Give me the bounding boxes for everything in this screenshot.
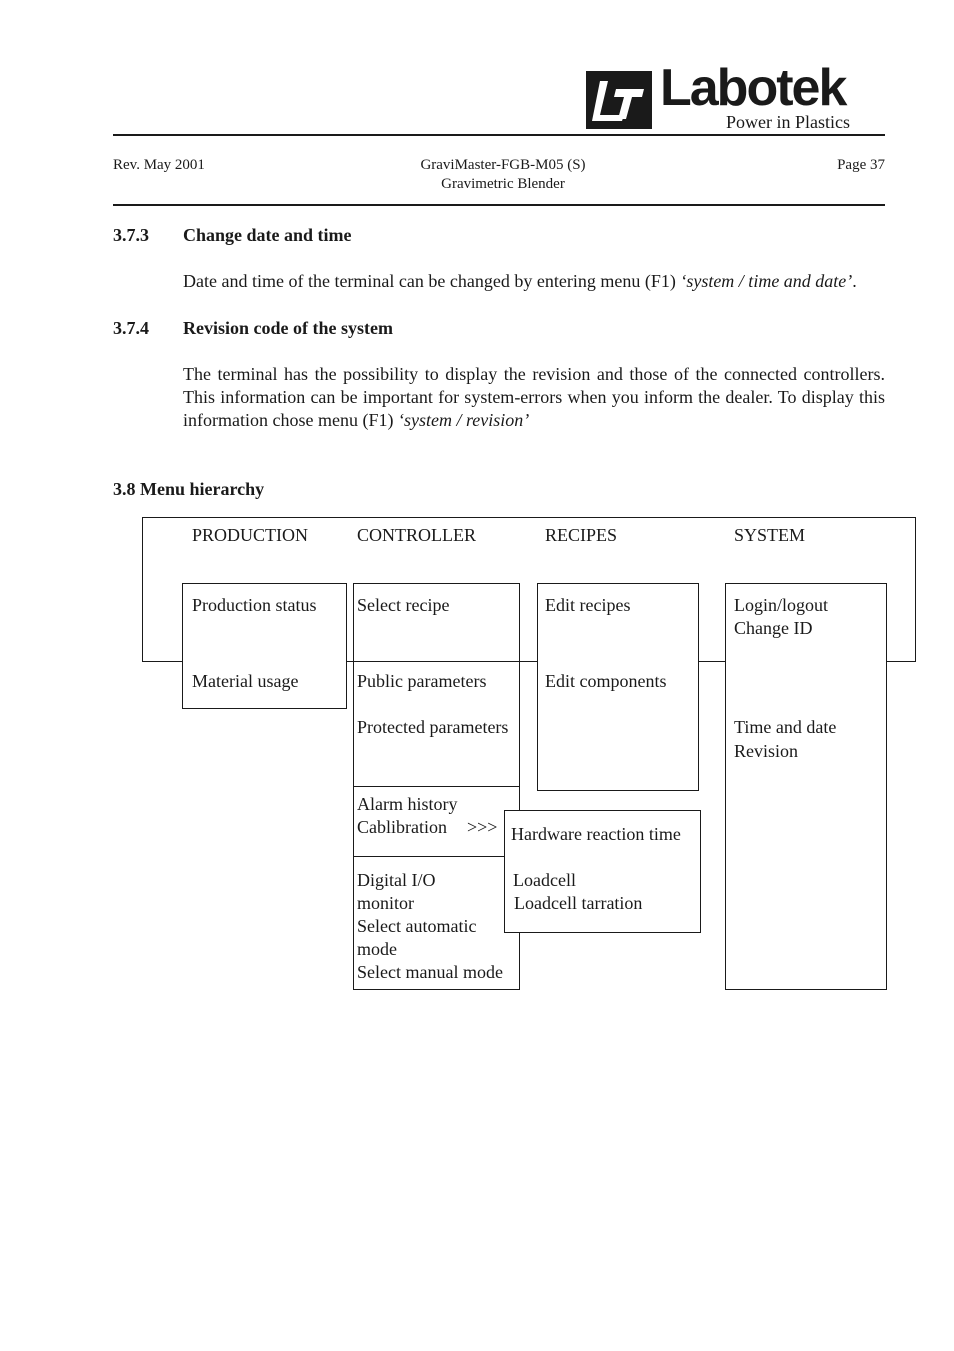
menu-item-alarm-history: Alarm history (357, 794, 458, 814)
section-paragraph (183, 270, 885, 293)
submenu-arrow: >>> (467, 817, 498, 837)
logo-wordmark: Labotek (660, 59, 846, 117)
paragraph-text: Date and time of the terminal can be changed by entering menu (F1) (183, 271, 681, 291)
menu-header-recipes: RECIPES (545, 525, 618, 545)
menu-item-select-automatic-cont: mode (357, 939, 397, 959)
section-title: Revision code of the system (183, 318, 393, 338)
menu-item-loadcell: Loadcell (513, 870, 576, 890)
controller-divider (353, 786, 520, 787)
header-page-number: Page 37 (837, 157, 885, 173)
menu-item-digital-io-cont: monitor (357, 893, 414, 913)
section-number: 3.7.4 (113, 318, 149, 338)
menu-item-edit-components: Edit components (545, 671, 667, 691)
logo-tagline: Power in Plastics (726, 112, 850, 132)
menu-path: ‘system / revision’ (397, 410, 530, 430)
menu-item-select-recipe: Select recipe (357, 595, 450, 615)
menu-item-login-logout: Login/logout (734, 595, 828, 615)
header-doc-id: GraviMaster-FGB-M05 (S) (420, 157, 586, 173)
menu-item-material-usage: Material usage (192, 671, 299, 691)
menu-item-public-parameters: Public parameters (357, 671, 487, 691)
menu-item-edit-recipes: Edit recipes (545, 595, 631, 615)
section-title: 3.8 Menu hierarchy (113, 479, 265, 499)
menu-item-production-status: Production status (192, 595, 317, 615)
menu-item-protected-parameters: Protected parameters (357, 717, 509, 737)
menu-item-time-and-date: Time and date (734, 717, 837, 737)
controller-divider (353, 856, 520, 857)
menu-header-system: SYSTEM (734, 525, 806, 545)
menu-item-revision: Revision (734, 741, 799, 761)
header-rule-top (113, 134, 885, 136)
menu-item-digital-io: Digital I/O (357, 870, 436, 890)
section-paragraph (183, 363, 885, 432)
menu-item-select-manual: Select manual mode (357, 962, 503, 982)
menu-path: ‘system / time and date’ (680, 271, 853, 291)
section-number: 3.7.3 (113, 225, 149, 245)
menu-header-controller: CONTROLLER (357, 525, 476, 545)
controller-divider (353, 661, 520, 662)
menu-item-loadcell-tarration: Loadcell tarration (514, 893, 643, 913)
paragraph-tail: . (852, 271, 857, 291)
system-box (725, 583, 887, 990)
menu-item-hardware-reaction-time: Hardware reaction time (511, 824, 681, 844)
header-revision: Rev. May 2001 (113, 157, 205, 173)
header-doc-subtitle: Gravimetric Blender (441, 176, 565, 192)
menu-header-production: PRODUCTION (192, 525, 309, 545)
labotek-logo-icon (586, 71, 652, 129)
header-rule-bottom (113, 204, 885, 206)
menu-item-calibration: Cablibration (357, 817, 447, 837)
header-doc-title (385, 156, 621, 194)
menu-item-change-id: Change ID (734, 618, 813, 638)
section-title: Change date and time (183, 225, 352, 245)
menu-item-select-automatic: Select automatic (357, 916, 477, 936)
paragraph-text: The terminal has the possibility to display the revision and those of the connected controllers. This information can be important for system-errors when you inform the dealer. To display this information chose menu (F1) (183, 364, 885, 430)
